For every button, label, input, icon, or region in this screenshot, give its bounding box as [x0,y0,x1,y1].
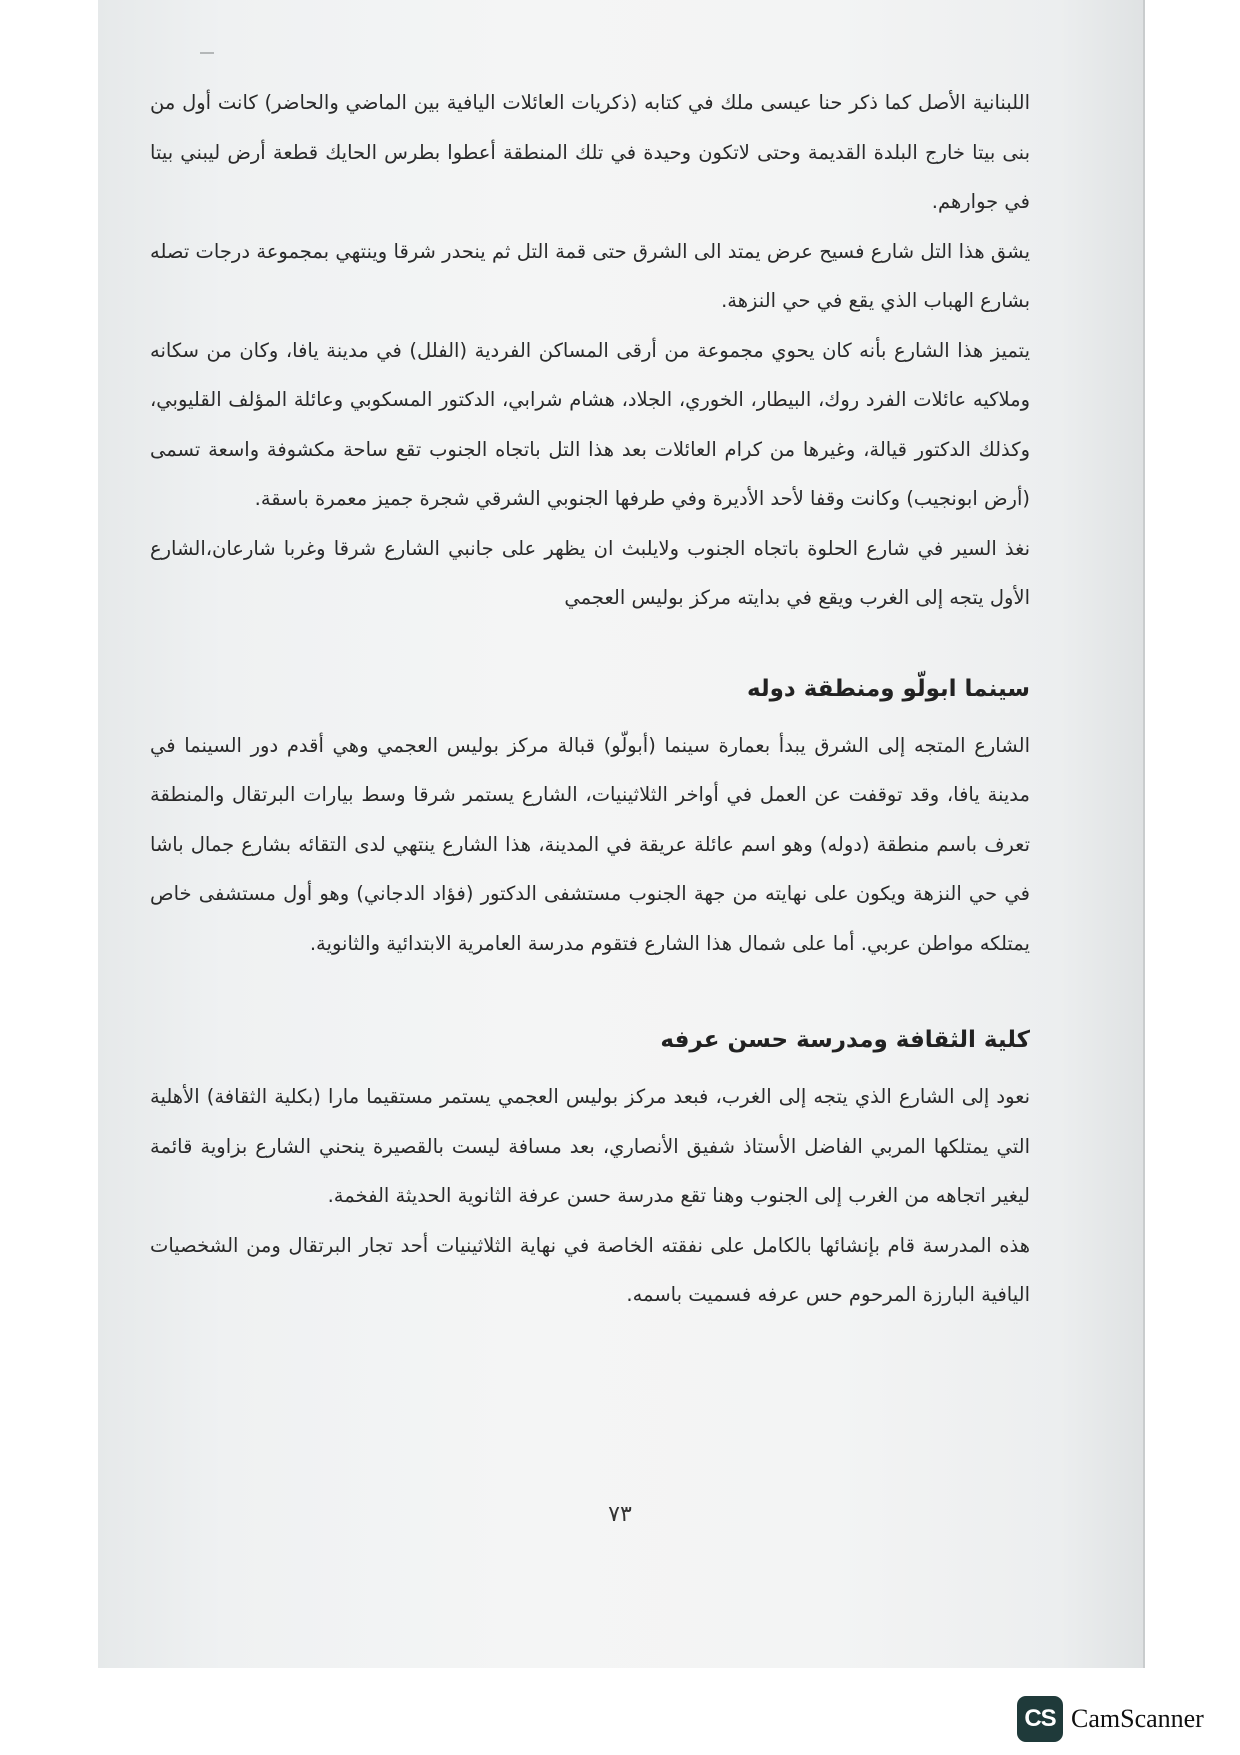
camscanner-watermark [1017,1694,1204,1744]
paragraph: يشق هذا التل شارع فسيح عرض يمتد الى الشرق حتى قمة التل ثم ينحدر شرقا وينتهي بمجموعة درجات تصله بشارع الهباب الذي يقع في حي النزهة. [150,239,1030,312]
section-heading: سينما ابولّو ومنطقة دوله [747,675,1030,702]
page-number: ٧٣ [608,1502,632,1527]
paragraph: نغذ السير في شارع الحلوة باتجاه الجنوب ولايلبث ان يظهر على جانبي الشارع شرقا وغربا شارعان،الشارع الأول يتجه إلى الغرب ويقع في بدايته مركز بوليس العجمي [150,536,1030,609]
paragraph: اللبنانية الأصل كما ذكر حنا عيسى ملك في كتابه (ذكريات العائلات اليافية بين الماضي والحاضر) كانت أول من بنى بيتا خارج البلدة القديمة وحتى لاتكون وحيدة في تلك المنطقة أعطوا بطرس الحايك قطعة أرض ليبني بيتا في جوارهم. [150,91,1030,213]
scan-mark [200,52,214,54]
page-edge [1143,0,1145,1668]
page-text [150,78,1030,1320]
paragraph: الشارع المتجه إلى الشرق يبدأ بعمارة سينما (أبولّو) قبالة مركز بوليس العجمي وهي أقدم دور السينما في مدينة يافا، وقد توقفت عن العمل في أواخر الثلاثينيات، الشارع يستمر شرقا وسط بيارات البرتقال والمنطقة تعرف باسم منطقة (دوله) وهو اسم عائلة عريقة في المدينة، هذا الشارع ينتهي لدى التقائه بشارع جمال باشا في حي النزهة ويكون على نهايته من جهة الجنوب مستشفى الدكتور (فؤاد الدجاني) وهو أول مستشفى خاص يمتلكه مواطن عربي. أما على شمال هذا الشارع فتقوم مدرسة العامرية الابتدائية والثانوية. [150,733,1030,955]
camscanner-label: CamScanner [1071,1704,1204,1733]
section-heading: كلية الثقافة ومدرسة حسن عرفه [660,1027,1030,1053]
paragraph: هذه المدرسة قام بإنشائها بالكامل على نفقته الخاصة في نهاية الثلاثينيات أحد تجار البرتقال ومن الشخصيات اليافية البارزة المرحوم حس عرفه فسميت باسمه. [150,1233,1030,1306]
paragraph: نعود إلى الشارع الذي يتجه إلى الغرب، فبعد مركز بوليس العجمي يستمر مستقيما مارا (بكلية الثقافة) الأهلية التي يمتلكها المربي الفاضل الأستاذ شفيق الأنصاري، بعد مسافة ليست بالقصيرة ينحني الشارع بزاوية قائمة ليغير اتجاهه من الغرب إلى الجنوب وهنا تقع مدرسة حسن عرفة الثانوية الحديثة الفخمة. [150,1085,1030,1207]
paragraph: يتميز هذا الشارع بأنه كان يحوي مجموعة من أرقى المساكن الفردية (الفلل) في مدينة يافا، وكان من سكانه وملاكيه عائلات الفرد روك، البيطار، الخوري، الجلاد، هشام شرابي، الدكتور المسكوبي وعائلة المؤلف القليوبي، وكذلك الدكتور قيالة، وغيرها من كرام العائلات بعد هذا التل باتجاه الجنوب تقع ساحة مكشوفة واسعة تسمى (أرض ابونجيب) وكانت وقفا لأحد الأديرة وفي طرفها الجنوبي الشرقي شجرة جميز معمرة باسقة. [150,338,1030,510]
camscanner-logo-icon: CS [1017,1696,1063,1742]
